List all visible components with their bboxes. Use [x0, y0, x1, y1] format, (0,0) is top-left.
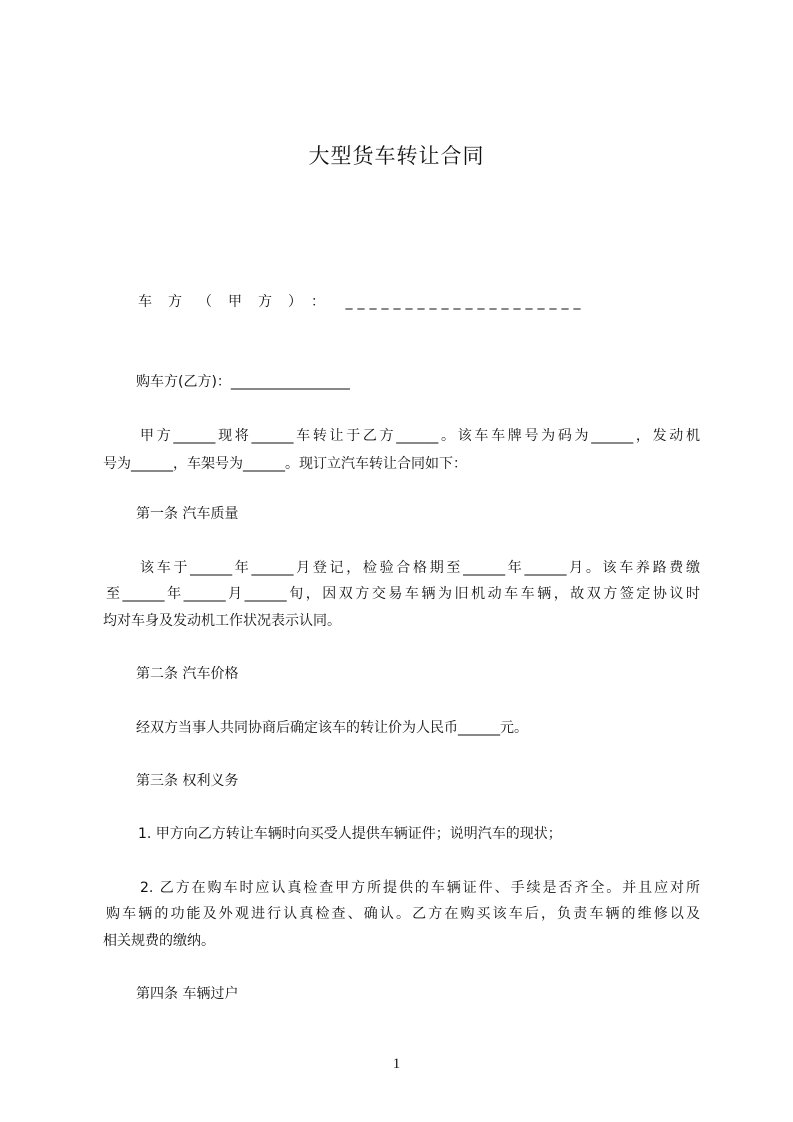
intro-line-1: 甲方______现将______车转让于乙方______。该车车牌号为码为______，发动机: [140, 428, 700, 444]
intro-line-2: 号为______，车架号为______。现订立汽车转让合同如下：: [103, 456, 467, 472]
article3-heading: 第三条 权利义务: [136, 773, 239, 789]
article1-line-3: 均对车身及发动机工作状况表示认同。: [103, 613, 341, 629]
seller-label: 车方（甲方）：: [138, 294, 341, 310]
article3-item-2-line-1: 2. 乙方在购车时应认真检查甲方所提供的车辆证件、手续是否齐全。并且应对所: [140, 880, 700, 896]
buyer-line: 购车方(乙方)：_________________: [136, 374, 350, 390]
article3-item-2-line-3: 相关规费的缴纳。: [103, 933, 215, 949]
seller-blank: ____________________: [345, 294, 586, 310]
article3-item-2-line-2: 购车辆的功能及外观进行认真检查、确认。乙方在购买该车后，负责车辆的维修以及: [106, 906, 700, 922]
article1-line-2: 至______年______月______旬，因双方交易车辆为旧机动车车辆，故双方签定协议时: [106, 586, 700, 602]
article1-line-1: 该车于______年______月登记，检验合格期至______年______月。该车养路费缴: [140, 560, 700, 576]
page-number: 1: [392, 1056, 401, 1072]
article1-heading: 第一条 汽车质量: [136, 506, 239, 522]
article2-text: 经双方当事人共同协商后确定该车的转让价为人民币______元。: [136, 720, 528, 736]
document-title: 大型货车转让合同: [308, 144, 485, 168]
article3-item-1: 1. 甲方向乙方转让车辆时向买受人提供车辆证件；说明汽车的现状；: [138, 826, 562, 842]
article2-heading: 第二条 汽车价格: [136, 666, 239, 682]
seller-line: [138, 292, 585, 312]
article4-heading: 第四条 车辆过户: [136, 986, 239, 1002]
